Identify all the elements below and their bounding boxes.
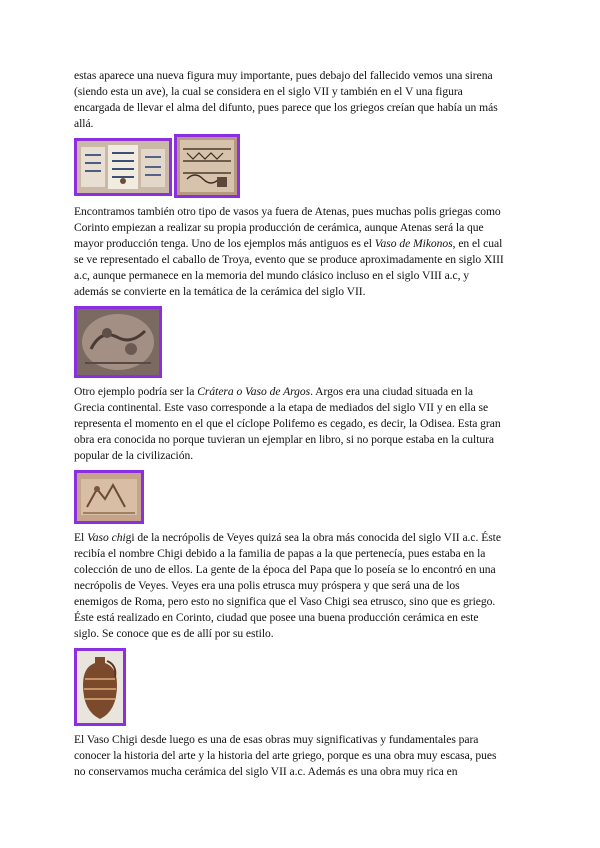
text-line	[74, 530, 528, 546]
text-line	[74, 384, 528, 400]
text-line: estas aparece una nueva figura muy importante, pues debajo del fallecido vemos una sirena	[74, 69, 493, 82]
text-run: . Argos era una ciudad situada en la	[310, 385, 473, 398]
italic-title: Crátera o Vaso de Argos	[197, 385, 311, 398]
text-line: encargada de llevar el alma del difunto, pues parece que los griegos creían que había un más	[74, 101, 498, 114]
text-line: Grecia continental. Este vaso corresponde a la etapa de mediados del siglo VII y en ella se	[74, 401, 489, 414]
text-run: El	[74, 531, 88, 544]
figure-row-funerary-vases	[74, 138, 528, 198]
text-line: además se convierte en la temática de la cerámica del siglo VII.	[74, 285, 366, 298]
text-line: El Vaso Chigi desde luego es una de esas obras muy significativas y fundamentales para	[74, 733, 479, 746]
text-line: siglo. Se conoce que es de allí por su estilo.	[74, 627, 274, 640]
text-line: no conservamos mucha cerámica del siglo VII a.c. Además es una obra muy rica en	[74, 765, 458, 778]
text-line: a.c, aunque permanece en la memoria del mundo clásico incluso en el siglo VIII a.c, y	[74, 269, 470, 282]
argos-crater-image	[74, 470, 144, 524]
funerary-vase-image-1	[74, 138, 172, 196]
paragraph-chigi	[74, 530, 528, 642]
text-line: (siendo esta un ave), la cual se considera en el siglo VII y también en el V una figura	[74, 85, 463, 98]
figure-row-argos	[74, 470, 528, 524]
text-line: conocer la historia del arte y la historia del arte griego, porque es una obra muy escasa, pues	[74, 749, 497, 762]
text-line: allá.	[74, 117, 94, 130]
paragraph-sirena	[74, 68, 528, 132]
text-line: popular de la civilización.	[74, 449, 194, 462]
document-page	[74, 68, 528, 780]
text-line	[74, 236, 528, 252]
text-line: Encontramos también otro tipo de vasos ya fuera de Atenas, pues muchas polis griegas como	[74, 205, 501, 218]
text-line: Éste está realizado en Corinto, ciudad que posee una buena producción cerámica en este	[74, 611, 479, 624]
text-line: colección de uno de ellos. La gente de la época del Papa que lo poseía se lo encontró en una	[74, 563, 496, 576]
paragraph-chigi-significance	[74, 732, 528, 780]
text-run: gi de la necrópolis de Veyes quizá sea la obra más conocida del siglo VII a.c. Éste	[125, 531, 501, 544]
text-line: se ve representado el caballo de Troya, evento que se produce aproximadamente en siglo XIII	[74, 253, 504, 266]
paragraph-mikonos	[74, 204, 528, 300]
figure-row-chigi	[74, 648, 528, 726]
italic-title: Vaso chi	[87, 531, 126, 544]
text-line: recibía el nombre Chigi debido a la familia de papas a la que pertenecía, pues estaba en la	[74, 547, 486, 560]
paragraph-argos	[74, 384, 528, 464]
text-run: mayor producción tenga. Uno de los ejemplos más antiguos es el	[74, 237, 375, 250]
text-line: representa el momento en el que el cíclope Polifemo es cegado, es decir, la Odisea. Esta gran	[74, 417, 501, 430]
figure-row-mikonos	[74, 306, 528, 378]
chigi-vase-image	[74, 648, 126, 726]
text-run: Otro ejemplo podría ser la	[74, 385, 198, 398]
italic-title: Vaso de Mikonos	[374, 237, 453, 250]
funerary-vase-image-2	[174, 134, 240, 198]
text-line: obra era conocida no porque tuvieran un ejemplar en libro, si no porque estaba en la cultura	[74, 433, 495, 446]
text-line: enemigos de Roma, pero esto no significa que el Vaso Chigi sea etrusco, sino que es griego.	[74, 595, 496, 608]
mikonos-vase-image	[74, 306, 162, 378]
text-run: , en el cual	[452, 237, 503, 250]
text-line: necrópolis de Veyes. Veyes era una polis etrusca muy próspera y que será una de los	[74, 579, 460, 592]
text-line: Corinto empiezan a realizar su propia producción de cerámica, aunque Atenas será la que	[74, 221, 484, 234]
